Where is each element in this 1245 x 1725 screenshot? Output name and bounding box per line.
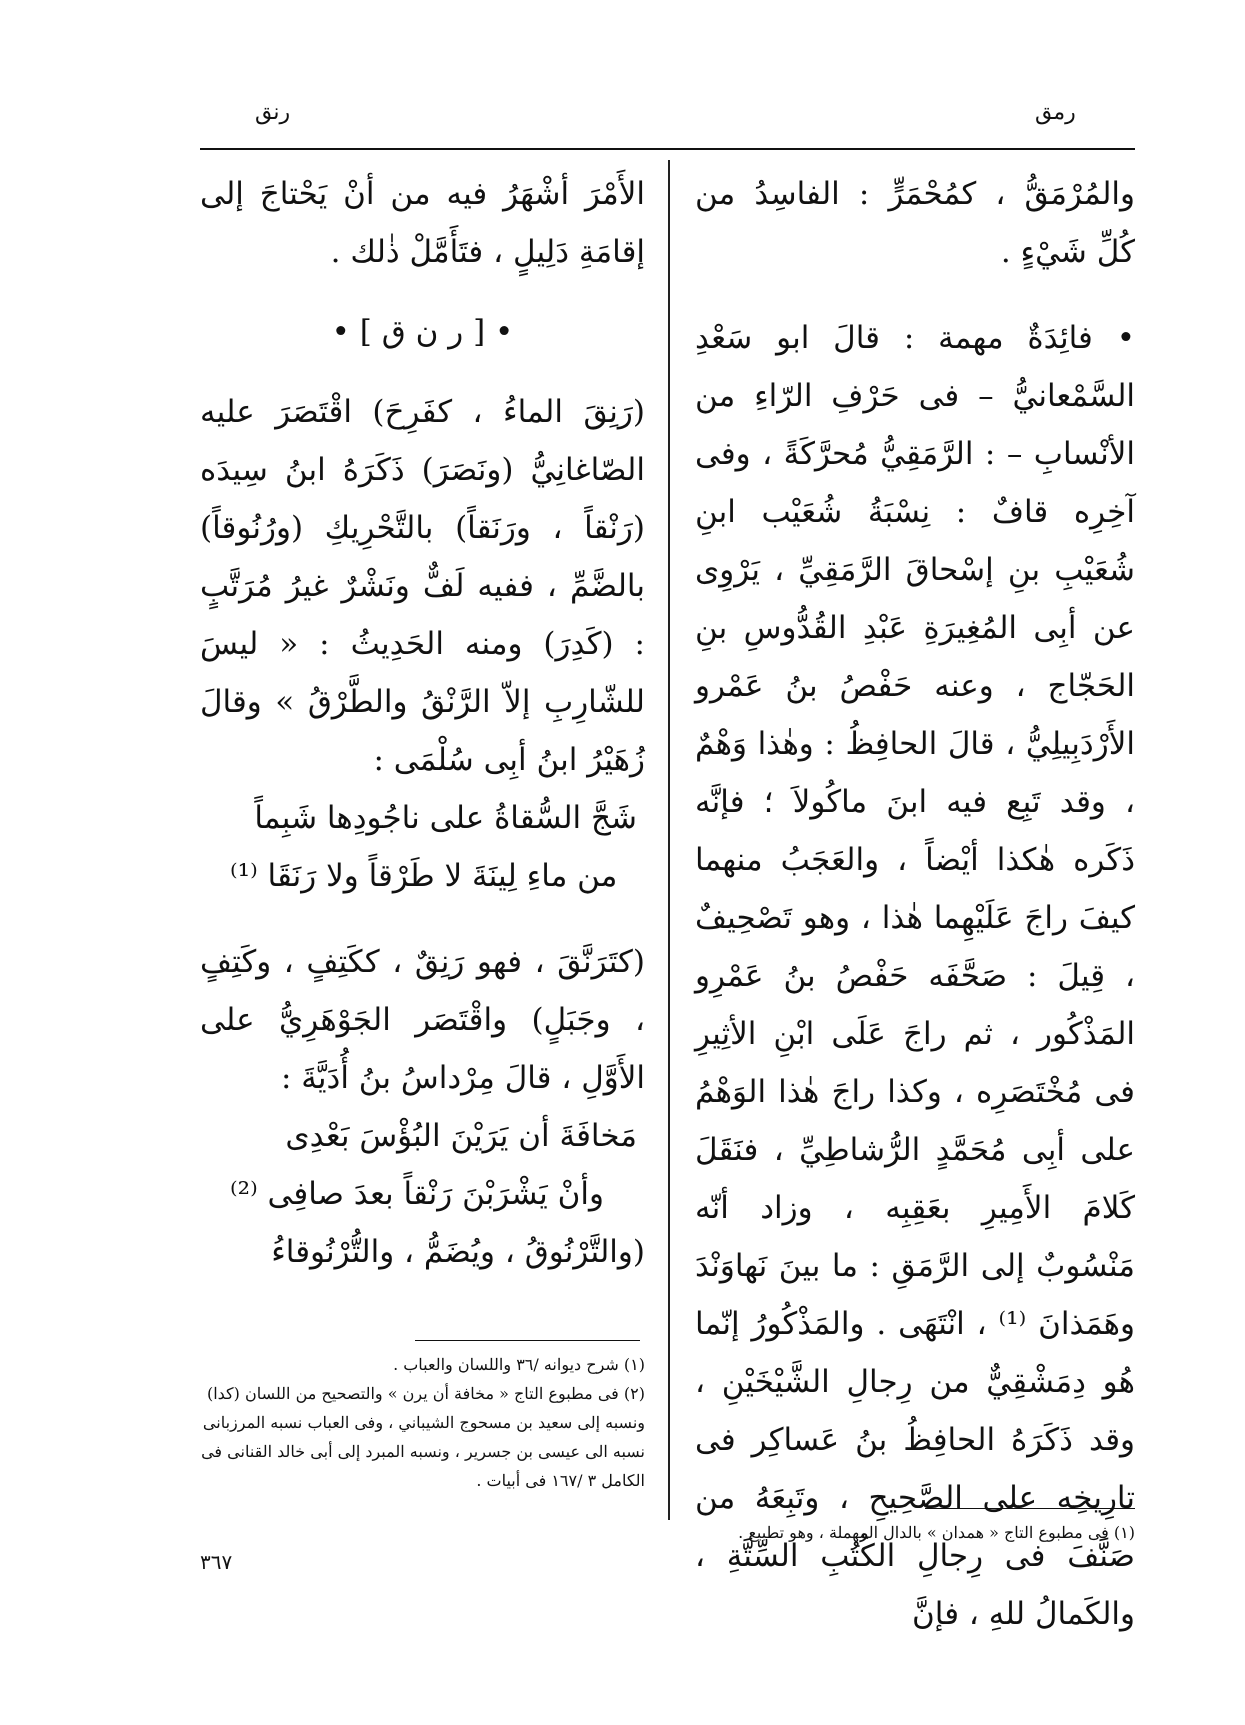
left-footnote-rule — [415, 1340, 640, 1341]
left-column — [200, 165, 645, 1281]
column-divider — [668, 160, 670, 1520]
left-footnote-1: (١) شرح ديوانه /٣٦ واللسان والعباب . — [393, 1355, 645, 1374]
verse-1 — [200, 789, 645, 905]
verse-1-second-hemistich: من ماءِ لِينَةَ لا طَرْقاً ولا رَنَقَا ⁽¹⁾ — [230, 858, 618, 894]
left-paragraph-1: (رَنِقَ الماءُ ، كفَرِحَ) اقْتَصَرَ عليه الصّاغانِيُّ (ونَصَرَ) ذَكَرَهُ ابنُ سِيدَه (رَنْقاً ، ورَنَقاً) بالتَّحْرِيكِ (ورُنُوقاً) بالضَّمِّ ، ففيه لَفٌّ ونَشْرٌ غيرُ مُرَتَّبٍ : (كَدِرَ) ومنه الحَدِيثُ : « ليسَ للشّارِبِ إلاّ الرَّنْقُ والطَّرْقُ » وقالَ زُهَيْرُ ابنُ أبِى سُلْمَى : — [200, 394, 645, 778]
verse-2-first-hemistich: مَخافَةَ أن يَرَيْنَ البُؤْسَ بَعْدِى — [285, 1118, 637, 1154]
right-paragraph-1: والمُرْمَقُّ ، كمُحْمَرٍّ : الفاسِدُ من كُلِّ شَيْءٍ . — [695, 176, 1135, 270]
right-column — [695, 165, 1135, 1643]
header-rule — [200, 148, 1135, 150]
left-footnote-2: (٢) فى مطبوع التاج « مخافة أن يرن » والتصحيح من اللسان (كدا) ونسبه إلى سعيد بن مسحوج الشيباني ، وفى العباب نسبه المرزبانى نسبه الى عيسى بن جسرير ، ونسبه المبرد إلى أبى خالد القنانى فى الكامل ٣ /١٦٧ فى أبيات . — [201, 1384, 645, 1490]
right-footnote-rule — [925, 1508, 1135, 1509]
running-head-right: رمق — [1035, 100, 1076, 125]
entry-heading: • [ ر ن ق ] • — [331, 314, 514, 350]
page-number: ٣٦٧ — [200, 1550, 233, 1574]
running-head-left: رنق — [255, 100, 291, 125]
left-intro: الأَمْرَ أشْهَرُ فيه من أنْ يَحْتاجَ إلى إقامَةِ دَلِيلٍ ، فتَأَمَّلْ ذٰلك . — [200, 176, 645, 270]
right-footnotes — [695, 1518, 1135, 1547]
left-paragraph-3: (والتَّرْنُوقُ ، ويُضَمُّ ، والتُّرْنُوقاءُ — [271, 1234, 645, 1270]
left-paragraph-2: (كتَرَنَّقَ ، فهو رَنِقٌ ، ككَتِفٍ ، وكَتِفٍ ، وجَبَلٍ) واقْتَصَر الجَوْهَرِيُّ على الأَوَّلِ ، قالَ مِرْداسُ بنُ أُدَيَّةَ : — [200, 944, 645, 1096]
verse-2 — [200, 1107, 645, 1223]
verse-2-second-hemistich: وأنْ يَشْرَبْنَ رَنْقاً بعدَ صافِى ⁽²⁾ — [230, 1176, 604, 1212]
left-footnotes — [200, 1350, 645, 1495]
right-paragraph-2: • فائِدَةٌ مهمة : قالَ ابو سَعْدِ السَّمْعانيُّ – فى حَرْفِ الرّاءِ من الأنْسابِ – : الرَّمَقِيُّ مُحرَّكَةً ، وفى آخِرِه قافٌ : نِسْبَةُ شُعَيْب ابنِ شُعَيْبِ بنِ إسْحاقَ الرَّمَقِيِّ ، يَرْوِى عن أبِى المُغِيرَةِ عَبْدِ القُدُّوسِ بنِ الحَجّاج ، وعنه حَفْصُ بنُ عَمْرو الأَرْدَبِيلِيُّ ، قالَ الحافِظُ : وهٰذا وَهْمٌ ، وقد تَبِع فيه ابنَ ماكُولاَ ؛ فإنَّه ذَكَره هٰكذا أيْضاً ، والعَجَبُ منهما كيفَ راجَ عَلَيْهِما هٰذا ، وهو تَصْحِيفٌ ، قِيلَ : صَحَّفَه حَفْصُ بنُ عَمْرِو المَذْكُور ، ثم راجَ عَلَى ابْنِ الأثِيرِ فى مُخْتَصَرِه ، وكذا راجَ هٰذا الوَهْمُ على أبِى مُحَمَّدٍ الرُّشاطِيِّ ، فنَقَلَ كَلامَ الأَمِيرِ بعَقِبِه ، وزاد أنّه مَنْسُوبٌ إلى الرَّمَقِ : ما بينَ نَهاوَنْدَ وهَمَذانَ ⁽¹⁾ ، انْتَهَى . والمَذْكُورُ إنّما هُو دِمَشْقِيٌّ من رِجالِ الشَّيْخَيْنِ ، وقد ذَكَرَهُ الحافِظُ بنُ عَساكِر فى تارِيخِه على الصَّحِيحِ ، وتَبِعَهُ من صَنَّفَ فى رِجالِ الكُتُبِ السِّتَّةِ ، والكَمالُ للهِ ، فإنَّ — [695, 320, 1135, 1632]
right-footnote-1: (١) فى مطبوع التاج « همدان » بالدال المهملة ، وهو تطبيع . — [738, 1523, 1135, 1542]
verse-1-first-hemistich: شَجَّ السُّقاةُ على ناجُودِها شَبِماً — [254, 800, 637, 836]
